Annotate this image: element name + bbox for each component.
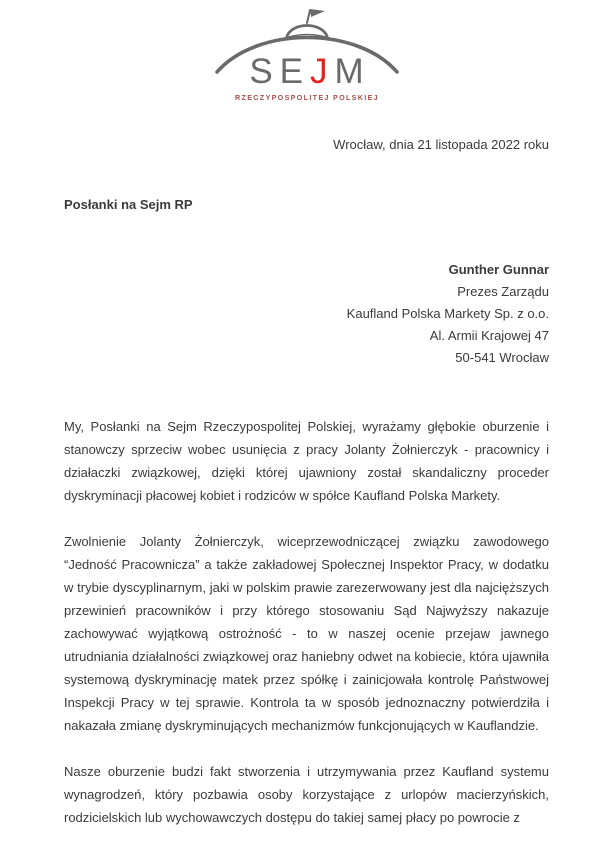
recipient-role: Prezes Zarządu <box>457 284 549 299</box>
sejm-logo <box>64 0 549 111</box>
recipient-block <box>64 259 549 369</box>
paragraph-3: Nasze oburzenie budzi fakt stworzenia i utrzymywania przez Kaufland systemu wynagrodzeń, który pozbawia osoby korzystające z urlopów macierzyńskich, rodzicielskich lub wychowawczych dostępu do takiej samej płacy po powrocie z <box>64 764 549 825</box>
logo-letter-m: M <box>334 52 371 91</box>
logo-letters-se: SE <box>248 52 310 91</box>
sender-heading: Posłanki na Sejm RP <box>64 197 193 212</box>
sejm-dome-icon <box>207 6 407 106</box>
paragraph-1: My, Posłanki na Sejm Rzeczypospolitej Polskiej, wyrażamy głębokie oburzenie i stanowczy sprzeciw wobec usunięcia z pracy Jolanty Żołnierczyk - pracownicy i działaczki związkowej, dzięki której ujawniony został skandaliczny proceder dyskryminacji płacowej kobiet i rodziców w spółce Kaufland Polska Markety. <box>64 419 549 503</box>
logo-letter-j: J <box>309 52 335 91</box>
date-line: Wrocław, dnia 21 listopada 2022 roku <box>333 137 549 152</box>
flag-icon <box>310 9 325 17</box>
recipient-name: Gunther Gunnar <box>448 262 549 277</box>
recipient-city: 50-541 Wrocław <box>455 350 549 365</box>
paragraph-2: Zwolnienie Jolanty Żołnierczyk, wiceprzewodniczącej związku zawodowego “Jedność Pracownicza” a także zakładowej Społecznej Inspektor Pracy, w dodatku w trybie dyscyplinarnym, jaki w polskim prawie zarezerwowany jest dla najcięższych przewinień pracowników i przy którego stosowaniu Sąd Najwyższy nakazuje zachowywać wyjątkową ostrożność - to w naszej ocenie przejaw jawnego utrudniania działalności związkowej oraz haniebny odwet na kobiecie, która ujawniła systemową dyskryminację matek przez spółkę i zainicjowała kontrolę Państwowej Inspekcji Pracy w tej sprawie. Kontrola ta w sposób jednoznaczny potwierdziła i nakazała zmianę dyskryminujących mechanizmów funkcjonujących w Kauflandzie. <box>64 534 549 733</box>
logo-subtitle: RZECZYPOSPOLITEJ POLSKIEJ <box>234 93 379 102</box>
letter-body <box>64 415 549 829</box>
recipient-street: Al. Armii Krajowej 47 <box>429 328 549 343</box>
logo-wordmark <box>249 52 370 91</box>
flag-pole-icon <box>307 10 310 23</box>
recipient-company: Kaufland Polska Markety Sp. z o.o. <box>346 306 549 321</box>
